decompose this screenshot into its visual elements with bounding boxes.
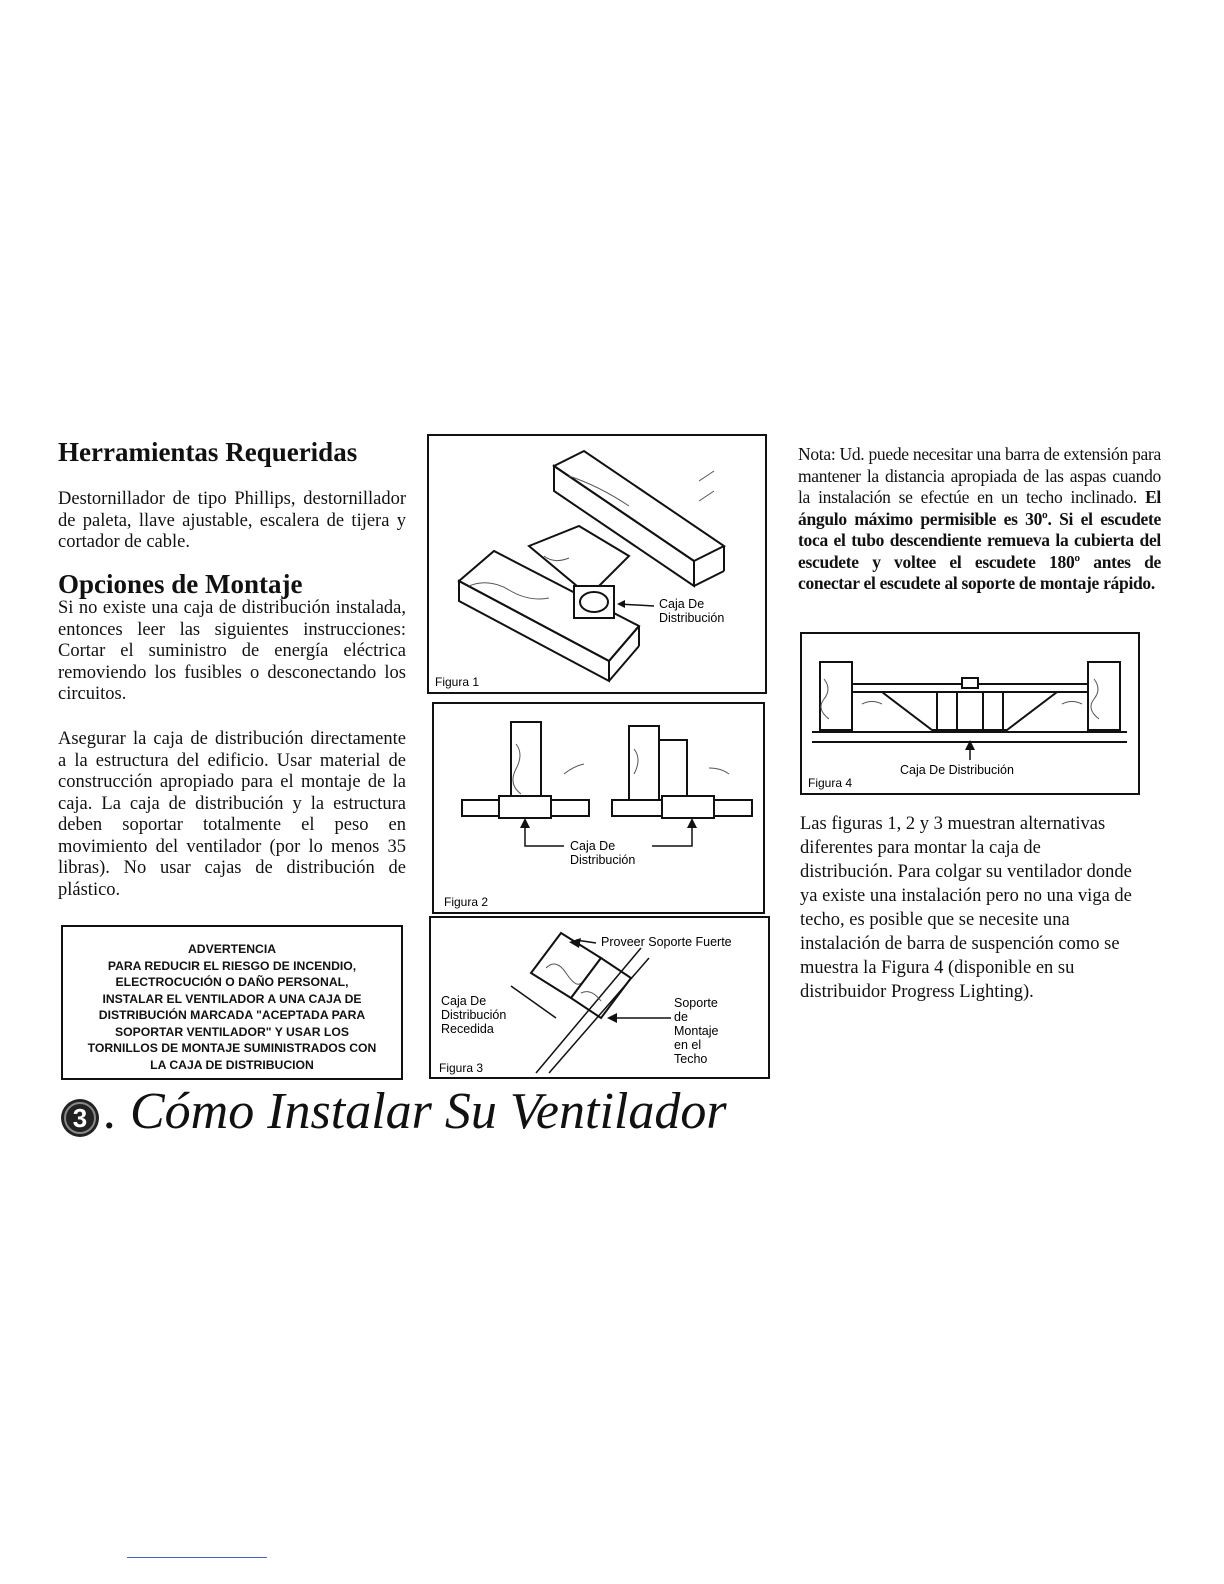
figure-3 <box>429 916 770 1079</box>
figure-3-right-line3: Montaje <box>674 1024 719 1038</box>
mount-heading: Opciones de Montaje <box>58 569 303 599</box>
figures-description: Las figuras 1, 2 y 3 muestran alternativas diferentes para montar la caja de distribución. Para colgar su ventilador donde ya existe una instalación pero no una viga de techo, es posible que se necesite una instalación de barra de suspención como se muestra la Figura 4 (disponible en su distribuidor Progress Lighting). <box>800 814 1132 1002</box>
warning-line: TORNILLOS DE MONTAJE SUMINISTRADOS CON <box>87 1041 377 1055</box>
warning-line: SOPORTAR VENTILADOR" Y USAR LOS <box>115 1024 349 1039</box>
warning-line: ELECTROCUCIÓN O DAÑO PERSONAL, <box>115 975 349 989</box>
figure-2-drawing <box>434 704 763 912</box>
figure-1 <box>427 434 767 694</box>
figure-2-callout-line1: Caja De <box>570 839 616 853</box>
figure-3-right-line1: Soporte <box>674 996 718 1010</box>
figure-4-drawing <box>802 634 1138 793</box>
figure-3-label: Figura 3 <box>439 1061 484 1075</box>
figure-3-drawing <box>431 918 768 1077</box>
figure-2-label: Figura 2 <box>444 895 489 909</box>
step-number-badge-icon <box>58 1096 102 1140</box>
figure-3-right-line4: en el <box>674 1038 702 1052</box>
warning-line: INSTALAR EL VENTILADOR A UNA CAJA DE <box>102 991 362 1006</box>
tools-heading: Herramientas Requeridas <box>58 437 358 467</box>
extension-note-plain: Nota: Ud. puede necesitar una barra de extensión para mantener la distancia apropiada de las aspas cuando la instalación se efectúe en un techo inclinado. <box>798 444 1161 507</box>
figure-3-left-line3: Recedida <box>441 1022 494 1036</box>
figure-3-top-callout: Proveer Soporte Fuerte <box>601 935 732 949</box>
mount-text-2: Asegurar la caja de distribución directamente a la estructura del edificio. Usar material de construcción apropiado para el montaje de la caja. La caja de distribución y la estructura deben soportar totalmente el peso en movimiento del ventilador (por lo menos 35 libras). No usar cajas de distribución de plástico. <box>58 729 406 900</box>
extension-note <box>798 444 1161 595</box>
figure-3-right-line5: Techo <box>674 1052 708 1066</box>
figure-1-label: Figura 1 <box>435 675 480 689</box>
warning-line: DISTRIBUCIÓN MARCADA "ACEPTADA PARA <box>98 1008 366 1022</box>
figure-1-drawing <box>429 436 765 692</box>
warning-title: ADVERTENCIA <box>187 942 277 956</box>
step-number: 3 <box>72 1103 88 1133</box>
tools-text: Destornillador de tipo Phillips, destornillador de paleta, llave ajustable, escalera de tijera y cortador de cable. <box>58 489 406 552</box>
figure-3-left-line2: Distribución <box>441 1008 507 1022</box>
warning-box <box>61 925 403 1080</box>
figure-4-callout: Caja De Distribución <box>900 763 1014 777</box>
figure-4-label: Figura 4 <box>808 776 853 790</box>
figure-2 <box>432 702 765 914</box>
bottom-rule <box>127 1557 267 1558</box>
figure-3-right-line2: de <box>674 1010 688 1024</box>
section-title: . Cómo Instalar Su Ventilador <box>104 1083 727 1140</box>
warning-line: PARA REDUCIR EL RIESGO DE INCENDIO, <box>107 958 357 973</box>
figure-1-callout-line1: Caja De <box>659 597 705 611</box>
figure-4 <box>800 632 1140 795</box>
figure-1-callout-line2: Distribución <box>659 611 725 625</box>
figure-2-callout-line2: Distribución <box>570 853 636 867</box>
mount-text-1: Si no existe una caja de distribución instalada, entonces leer las siguientes instrucciones: Cortar el suministro de energía eléctrica removiendo los fusibles o desconectando los circuitos. <box>58 598 406 704</box>
figure-3-left-line1: Caja De <box>441 994 487 1008</box>
warning-line: LA CAJA DE DISTRIBUCION <box>150 1057 314 1072</box>
extension-note-bold: El ángulo máximo permisible es 30º. Si el escudete toca el tubo descendiente remueva la cubierta del escudete y voltee el escudete 180º antes de conectar el escudete al soporte de montaje rápido. <box>798 487 1161 593</box>
